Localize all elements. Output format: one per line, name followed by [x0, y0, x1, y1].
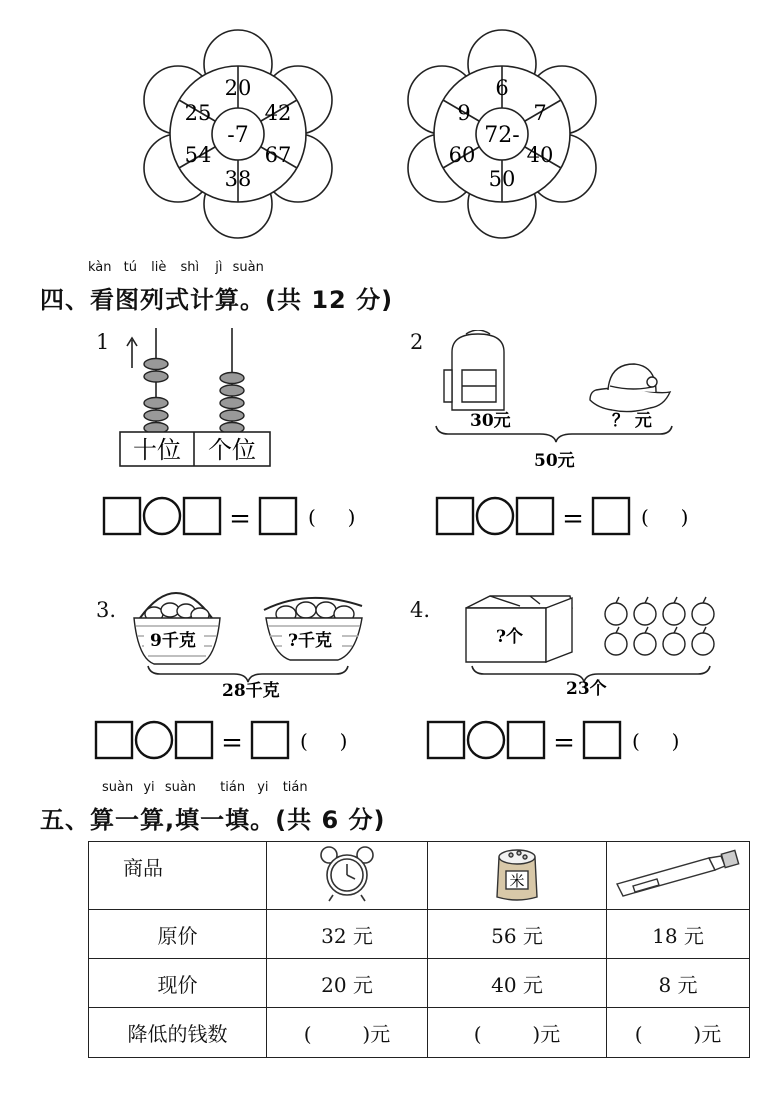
table-row-goods: [89, 842, 750, 910]
flower2-petal-upper-right: 7: [533, 101, 547, 125]
price-table: [88, 841, 750, 1058]
clock-current-price: 20 元: [267, 959, 428, 1008]
flower2-petal-bottom: 50: [488, 167, 516, 191]
flower2-petal-lower-left: 60: [448, 143, 476, 167]
flower1-petal-lower-left: 54: [184, 143, 212, 167]
apple-icon: [692, 633, 714, 655]
abacus-figure: [118, 326, 278, 470]
rice-character: 米: [509, 872, 525, 890]
problem2-number: 2: [410, 330, 424, 354]
rice-original-price: 56 元: [428, 910, 607, 959]
problem4-total: 23个: [566, 679, 607, 699]
equation-1: [100, 494, 380, 540]
section5-pinyin: [102, 780, 308, 795]
flower1-center: -7: [227, 123, 249, 148]
apple-icon: [634, 603, 656, 625]
section4-title: 四、看图列式计算。(共 12 分): [40, 286, 394, 314]
clock-reduction-blank[interactable]: ( )元: [267, 1008, 428, 1058]
pinyin-yi-2: yi: [257, 780, 269, 795]
apple-stem: [703, 627, 706, 633]
unit-paren: ( ): [308, 505, 356, 529]
section5-title: 五、算一算,填一填。(共 6 分): [40, 806, 386, 834]
apple-icon: [634, 633, 656, 655]
toothpaste-original-price: 18 元: [607, 910, 750, 959]
apple-icon: [605, 603, 627, 625]
pinyin-tian-2: tián: [282, 780, 308, 795]
abacus-bead: [144, 410, 168, 421]
pinyin-tu: tú: [123, 260, 137, 275]
pinyin-suan: suàn: [232, 260, 264, 275]
toothpaste-current-price: 8 元: [607, 959, 750, 1008]
unit-paren: ( ): [632, 729, 680, 753]
abacus-bead: [220, 373, 244, 384]
problem4-number: 4.: [410, 598, 431, 622]
section4-pinyin: [88, 260, 264, 275]
apple-stem: [674, 627, 677, 633]
hat-icon: [590, 364, 670, 412]
row-header-reduction: 降低的钱数: [89, 1008, 267, 1058]
abacus-bead: [144, 359, 168, 370]
rice-sack-icon: [489, 843, 545, 903]
toothpaste-reduction-blank[interactable]: ( )元: [607, 1008, 750, 1058]
clock-original-price: 32 元: [267, 910, 428, 959]
row-header-original-price: 原价: [89, 910, 267, 959]
backpack-price: 30元: [470, 411, 511, 431]
pinyin-yi-1: yi: [143, 780, 155, 795]
abacus-bead: [220, 385, 244, 396]
equation-3: [92, 718, 372, 764]
abacus-bead: [144, 398, 168, 409]
equals-sign: =: [553, 728, 575, 758]
basket-left-weight: 9千克: [150, 631, 196, 651]
apple-icon: [692, 603, 714, 625]
unit-paren: ( ): [641, 505, 689, 529]
flower1-petal-lower-right: 67: [264, 143, 292, 167]
row-header-current-price: 现价: [89, 959, 267, 1008]
backpack-icon: [444, 330, 504, 410]
equals-sign: =: [229, 504, 251, 534]
problem2-total: 50元: [534, 451, 575, 471]
equation-4: [424, 718, 704, 764]
apple-stem: [616, 627, 619, 633]
alarm-clock-icon: [317, 843, 377, 903]
abacus-bead: [220, 398, 244, 409]
pinyin-ji: jì: [215, 260, 223, 275]
pinyin-suan-1: suàn: [102, 780, 134, 795]
apple-icon: [605, 633, 627, 655]
flower2-petal-top: 6: [495, 76, 509, 100]
apple-stem: [703, 597, 706, 603]
abacus-bead: [144, 371, 168, 382]
flower1-petal-upper-right: 42: [264, 101, 292, 125]
flower1-petal-bottom: 38: [224, 167, 252, 191]
pinyin-tian-1: tián: [220, 780, 246, 795]
basket-right-weight: ?千克: [288, 631, 332, 651]
item-rice-cell: [428, 842, 607, 910]
flower1-petal-top: 20: [224, 76, 252, 100]
unit-paren: ( ): [300, 729, 348, 753]
flower1-petal-upper-left: 25: [184, 101, 212, 125]
pinyin-shi: shì: [180, 260, 200, 275]
apple-icon: [663, 603, 685, 625]
equals-sign: =: [562, 504, 584, 534]
box-apples-figure: [460, 592, 725, 702]
apple-stem: [616, 597, 619, 603]
flower2-petal-lower-right: 40: [526, 143, 554, 167]
flower-puzzle-1: [140, 28, 336, 240]
abacus-label-ones: 个位: [208, 436, 256, 464]
apple-stem: [645, 627, 648, 633]
item-toothpaste-cell: [607, 842, 750, 910]
equation-2: [433, 494, 713, 540]
baskets-figure: [130, 578, 375, 703]
abacus-label-tens: 十位: [133, 436, 181, 464]
rice-reduction-blank[interactable]: ( )元: [428, 1008, 607, 1058]
equals-sign: =: [221, 728, 243, 758]
item-clock-cell: [267, 842, 428, 910]
flower2-petal-upper-left: 9: [457, 101, 471, 125]
apple-icon: [663, 633, 685, 655]
row-header-goods: 商品: [89, 842, 267, 910]
table-row-reduction: [89, 1008, 750, 1058]
table-row-original-price: [89, 910, 750, 959]
abacus-bead: [220, 410, 244, 421]
backpack-hat-figure: [430, 330, 680, 480]
problem1-number: 1: [96, 330, 110, 354]
flower2-center: 72-: [484, 123, 520, 148]
apple-stem: [674, 597, 677, 603]
apple-group: [605, 597, 714, 655]
table-row-current-price: [89, 959, 750, 1008]
problem3-number: 3.: [96, 598, 117, 622]
apple-stem: [645, 597, 648, 603]
flower-puzzle-2: [404, 28, 600, 240]
pinyin-lie: liè: [151, 260, 167, 275]
box-count: ?个: [496, 627, 523, 647]
hat-price: ？ 元: [612, 411, 652, 431]
pinyin-kan: kàn: [88, 260, 112, 275]
basket-left-icon: [134, 593, 220, 664]
rice-current-price: 40 元: [428, 959, 607, 1008]
pinyin-suan-2: suàn: [164, 780, 197, 795]
toothpaste-icon: [613, 848, 743, 898]
problem3-total: 28千克: [222, 681, 280, 701]
